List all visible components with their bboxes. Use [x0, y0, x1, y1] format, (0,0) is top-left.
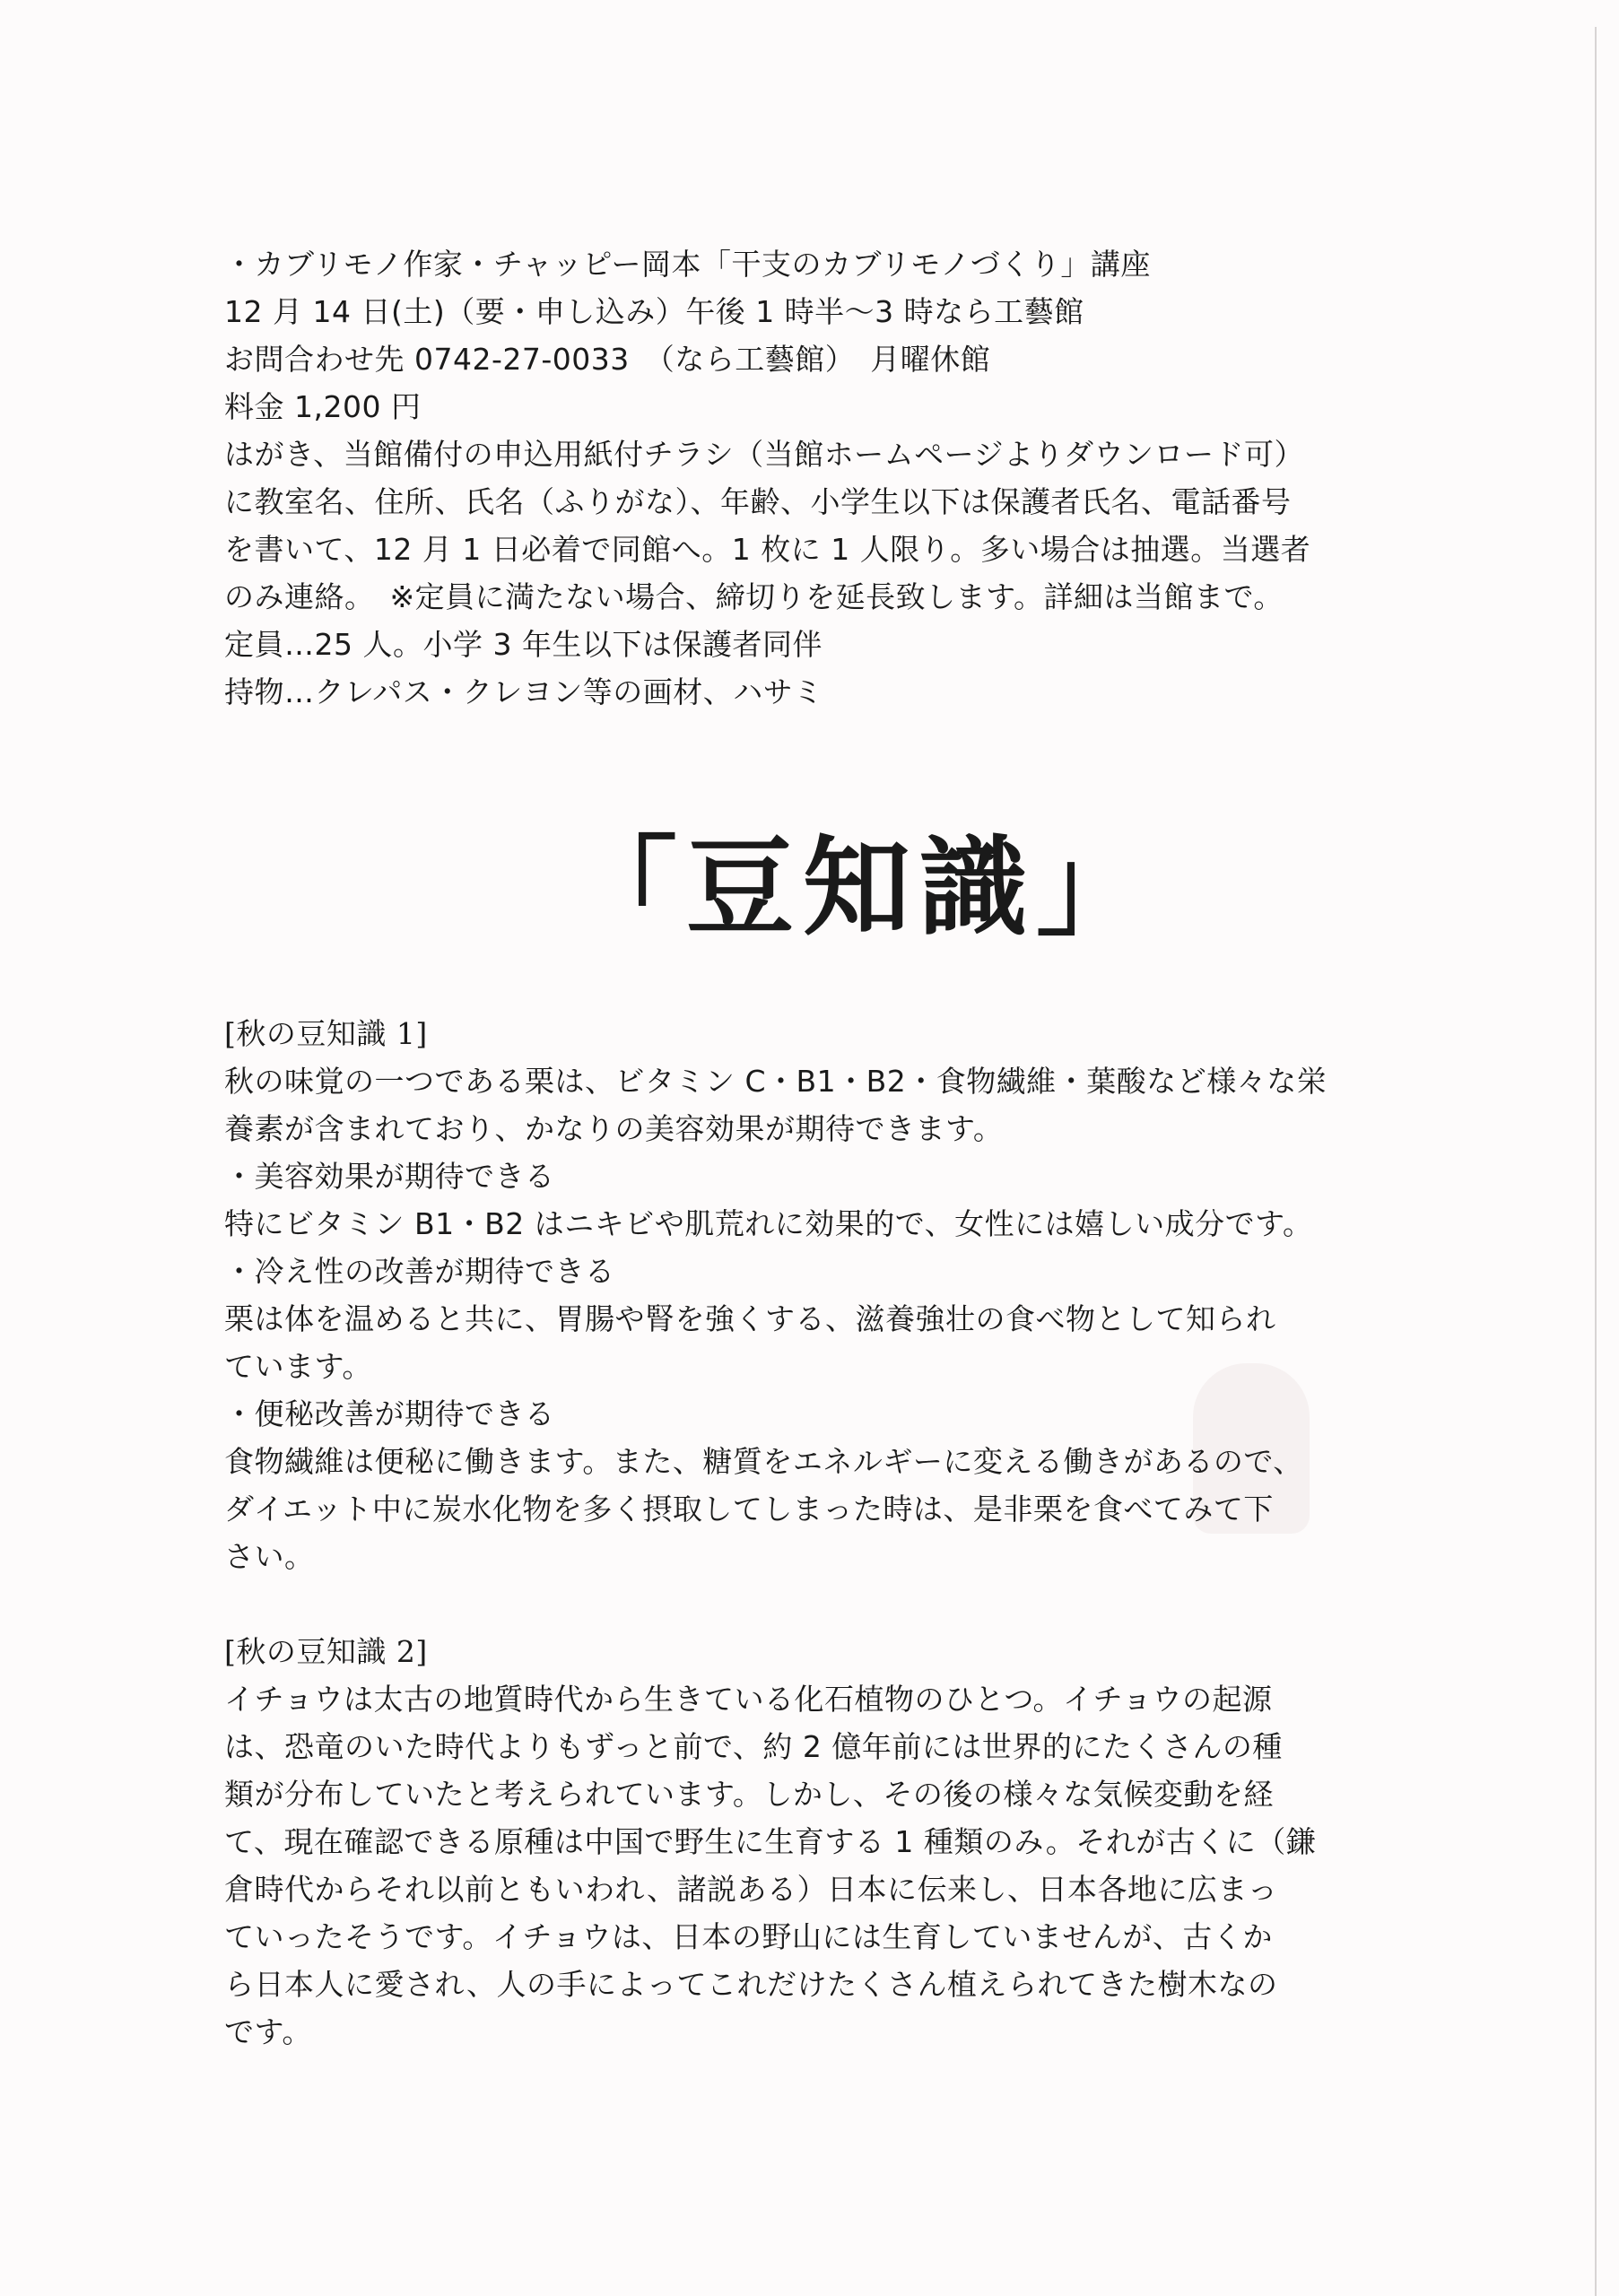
- paragraph-line: 特にビタミン B1・B2 はニキビや肌荒れに効果的で、女性には嬉しい成分です。: [224, 1206, 1313, 1241]
- paragraph-line: さい。: [224, 1539, 315, 1574]
- section-heading: [秋の豆知識 1]: [224, 1016, 428, 1051]
- event-line: 定員…25 人。小学 3 年生以下は保護者同伴: [224, 627, 823, 662]
- event-line: 料金 1,200 円: [224, 389, 422, 424]
- paragraph-line: イチョウは太古の地質時代から生きている化石植物のひとつ。イチョウの起源: [224, 1682, 1273, 1717]
- event-line: 12 月 14 日(土)（要・申し込み）午後 1 時半～3 時なら工藝館: [224, 294, 1084, 329]
- paragraph-line: は、恐竜のいた時代よりもずっと前で、約 2 億年前には世界的にたくさんの種: [224, 1729, 1283, 1764]
- paragraph-line: 栗は体を温めると共に、胃腸や腎を強くする、滋養強壮の食べ物として知られ: [224, 1301, 1276, 1336]
- paragraph-line: ら日本人に愛され、人の手によってこれだけたくさん植えられてきた樹木なの: [224, 1967, 1278, 2002]
- event-line: に教室名、住所、氏名（ふりがな）、年齢、小学生以下は保護者氏名、電話番号: [224, 484, 1292, 519]
- event-line: ・カブリモノ作家・チャッピー岡本「干支のカブリモノづくり」講座: [224, 247, 1151, 282]
- event-line: を書いて、12 月 1 日必着で同館へ。1 枚に 1 人限り。多い場合は抽選。当選者: [224, 532, 1311, 567]
- paragraph-line: て、現在確認できる原種は中国で野生に生育する 1 種類のみ。それが古くに（鎌: [224, 1824, 1317, 1859]
- paragraph-line: です。: [224, 2014, 312, 2049]
- paragraph-line: 倉時代からそれ以前ともいわれ、諸説ある）日本に伝来し、日本各地に広まっ: [224, 1872, 1278, 1907]
- event-notice: [224, 240, 1390, 716]
- event-line: のみ連絡。 ※定員に満たない場合、締切りを延長致します。詳細は当館まで。: [224, 579, 1284, 614]
- paragraph-line: ていったそうです。イチョウは、日本の野山には生育していませんが、古くか: [224, 1919, 1273, 1954]
- bullet-heading: ・美容効果が期待できる: [224, 1159, 555, 1194]
- document-body: [224, 240, 1390, 2056]
- trivia-section-1: [224, 1010, 1390, 1580]
- event-line: お問合わせ先 0742-27-0033 （なら工藝館） 月曜休館: [224, 342, 991, 377]
- page-edge-line: [1595, 27, 1597, 2296]
- paragraph-line: 養素が含まれており、かなりの美容効果が期待できます。: [224, 1111, 1004, 1146]
- paragraph-line: 食物繊維は便秘に働きます。また、糖質をエネルギーに変える働きがあるので、: [224, 1444, 1303, 1479]
- paragraph-line: 秋の味覚の一つである栗は、ビタミン C・B1・B2・食物繊維・葉酸など様々な栄: [224, 1064, 1327, 1099]
- section-gap: [224, 1580, 1390, 1628]
- event-line: はがき、当館備付の申込用紙付チラシ（当館ホームページよりダウンロード可）: [224, 437, 1305, 472]
- trivia-section-2: [224, 1628, 1390, 2056]
- section-heading: [秋の豆知識 2]: [224, 1634, 428, 1669]
- paragraph-line: ています。: [224, 1349, 372, 1384]
- page-title: 「豆知識」: [570, 826, 1153, 951]
- paragraph-line: 類が分布していたと考えられています。しかし、その後の様々な気候変動を経: [224, 1777, 1274, 1812]
- bullet-heading: ・冷え性の改善が期待できる: [224, 1254, 615, 1289]
- event-line: 持物…クレパス・クレヨン等の画材、ハサミ: [224, 674, 823, 709]
- bullet-heading: ・便秘改善が期待できる: [224, 1396, 555, 1431]
- paragraph-line: ダイエット中に炭水化物を多く摂取してしまった時は、是非栗を食べてみて下: [224, 1492, 1274, 1526]
